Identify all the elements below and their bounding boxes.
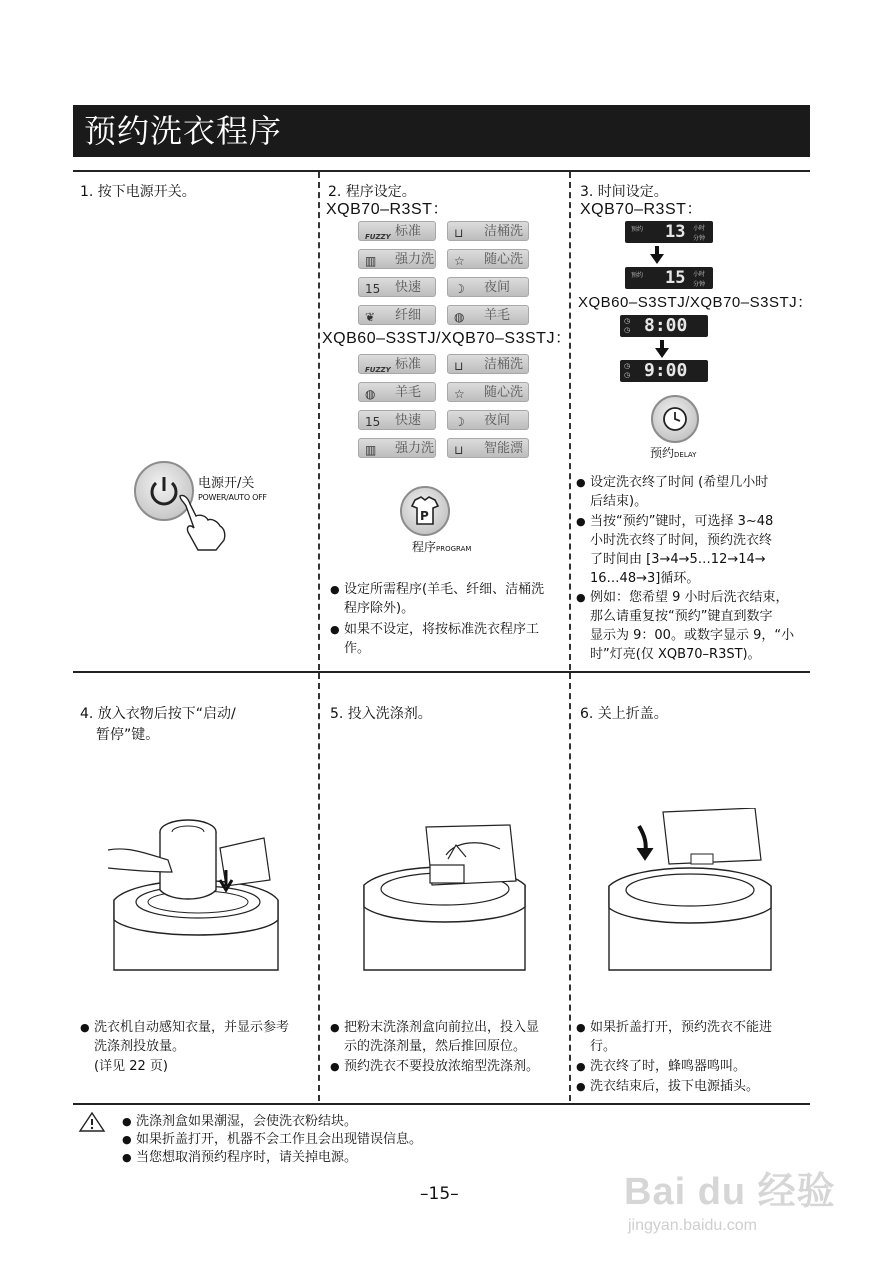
program-b-button-3[interactable] [447, 382, 529, 402]
program-a-button-2[interactable] [358, 249, 436, 269]
program-a-button-6[interactable] [358, 305, 436, 325]
page-title: 预约洗衣程序 [84, 112, 283, 150]
step4-heading-line2: 暂停”键。 [96, 727, 160, 743]
lcd-display-b2: ◷ ◷ 9:00 [620, 360, 708, 382]
fuzzy-icon: FUZZY [365, 366, 391, 374]
clock-icon [653, 397, 697, 441]
step6-heading: 6. 关上折盖。 [580, 706, 668, 722]
lcd-display-a2: 预约 15 小时 分钟 [625, 267, 713, 289]
baidu-watermark-url: jingyan.baidu.com [628, 1217, 757, 1234]
program-b-button-1[interactable] [447, 354, 529, 374]
lcd-display-b1: ◷ ◷ 8:00 [620, 315, 708, 337]
clock-icon: ◷ [624, 317, 631, 325]
program-a-button-0[interactable] [358, 221, 436, 241]
heavy-wash-icon: ▥ [365, 254, 377, 268]
program-a-button-3[interactable] [447, 249, 529, 269]
step2-model-a: XQB70–R3ST： [326, 201, 449, 218]
program-b-button-2[interactable] [358, 382, 436, 402]
column-divider-1 [318, 172, 320, 670]
program-a-button-label: 纤细 [395, 308, 422, 323]
program-b-button-label: 智能漂 [484, 441, 524, 456]
program-b-button-6[interactable] [358, 438, 436, 458]
step3-heading: 3. 时间设定。 [580, 184, 668, 200]
wool-icon: ◍ [454, 310, 465, 324]
washer-loading-illustration [108, 810, 283, 975]
power-label: 电源开/关 [198, 476, 255, 491]
star-icon: ☆ [454, 254, 465, 268]
program-b-button-7[interactable] [447, 438, 529, 458]
lcd-display-a1: 预约 13 小时 分钟 [625, 221, 713, 243]
fuzzy-icon: FUZZY [365, 233, 391, 241]
step4-heading-line1: 4. 放入衣物后按下“启动/ [80, 706, 236, 722]
program-a-button-1[interactable] [447, 221, 529, 241]
program-a-button-5[interactable] [447, 277, 529, 297]
middle-rule [73, 671, 810, 673]
column-divider-4 [569, 673, 571, 1101]
quick-15-icon: 15 [365, 282, 381, 296]
moon-icon: ☽ [454, 415, 465, 429]
arrow-down-icon [660, 340, 664, 348]
program-b-button-4[interactable] [358, 410, 436, 430]
power-sublabel: POWER/AUTO OFF [198, 493, 267, 502]
program-b-button-label: 标准 [395, 357, 422, 372]
program-a-button-label: 随心洗 [484, 252, 524, 267]
step2-model-b: XQB60–S3STJ/XQB70–S3STJ： [322, 330, 572, 347]
step5-heading: 5. 投入洗涤剂。 [330, 706, 432, 722]
delay-button[interactable] [651, 395, 699, 443]
program-b-button-0[interactable] [358, 354, 436, 374]
shirt-p-icon [402, 488, 448, 534]
program-a-button-label: 标准 [395, 224, 422, 239]
program-b-button-5[interactable] [447, 410, 529, 430]
tub-wash-icon: ⊔ [454, 359, 464, 373]
program-a-button-label: 洁桶洗 [484, 224, 524, 239]
step4-page-ref: (详见 22 页) [94, 1059, 168, 1074]
arrow-down-icon [655, 246, 659, 254]
program-button[interactable] [400, 486, 450, 536]
step3-model-a: XQB70–R3ST： [580, 201, 703, 218]
heavy-wash-icon: ▥ [365, 443, 377, 457]
program-a-button-label: 羊毛 [484, 308, 511, 323]
moon-icon: ☽ [454, 282, 465, 296]
program-label: 程序PROGRAM [412, 540, 472, 554]
program-a-button-7[interactable] [447, 305, 529, 325]
quick-15-icon: 15 [365, 415, 381, 429]
program-b-button-label: 快速 [395, 413, 422, 428]
wool-icon: ◍ [365, 387, 376, 401]
washer-lid-closing-illustration [605, 808, 777, 976]
tub-wash-icon: ⊔ [454, 226, 464, 240]
program-b-button-label: 羊毛 [395, 385, 422, 400]
column-divider-2 [569, 172, 571, 670]
step2-heading: 2. 程序设定。 [328, 184, 416, 200]
column-divider-3 [318, 673, 320, 1101]
program-b-button-label: 洁桶洗 [484, 357, 524, 372]
program-b-button-label: 夜间 [484, 413, 511, 428]
top-rule [73, 170, 810, 172]
program-a-button-4[interactable] [358, 277, 436, 297]
washer-detergent-illustration [360, 815, 530, 975]
delay-label: 预约DELAY [650, 446, 697, 460]
warning-icon [78, 1111, 106, 1133]
svg-text:P: P [420, 509, 429, 523]
step3-model-b: XQB60–S3STJ/XQB70–S3STJ： [578, 294, 813, 311]
program-b-button-label: 随心洗 [484, 385, 524, 400]
smart-rinse-icon: ⊔ [454, 443, 464, 457]
program-a-button-label: 强力洗 [395, 252, 435, 267]
star-icon: ☆ [454, 387, 465, 401]
page-number: –15– [420, 1184, 459, 1204]
baidu-watermark-logo: Bai du 经验 [624, 1171, 836, 1213]
program-a-button-label: 快速 [395, 280, 422, 295]
program-a-button-label: 夜间 [484, 280, 511, 295]
program-b-button-label: 强力洗 [395, 441, 435, 456]
leaf-icon: ❦ [365, 310, 376, 324]
bottom-rule [73, 1103, 810, 1105]
step1-heading: 1. 按下电源开关。 [80, 184, 196, 200]
